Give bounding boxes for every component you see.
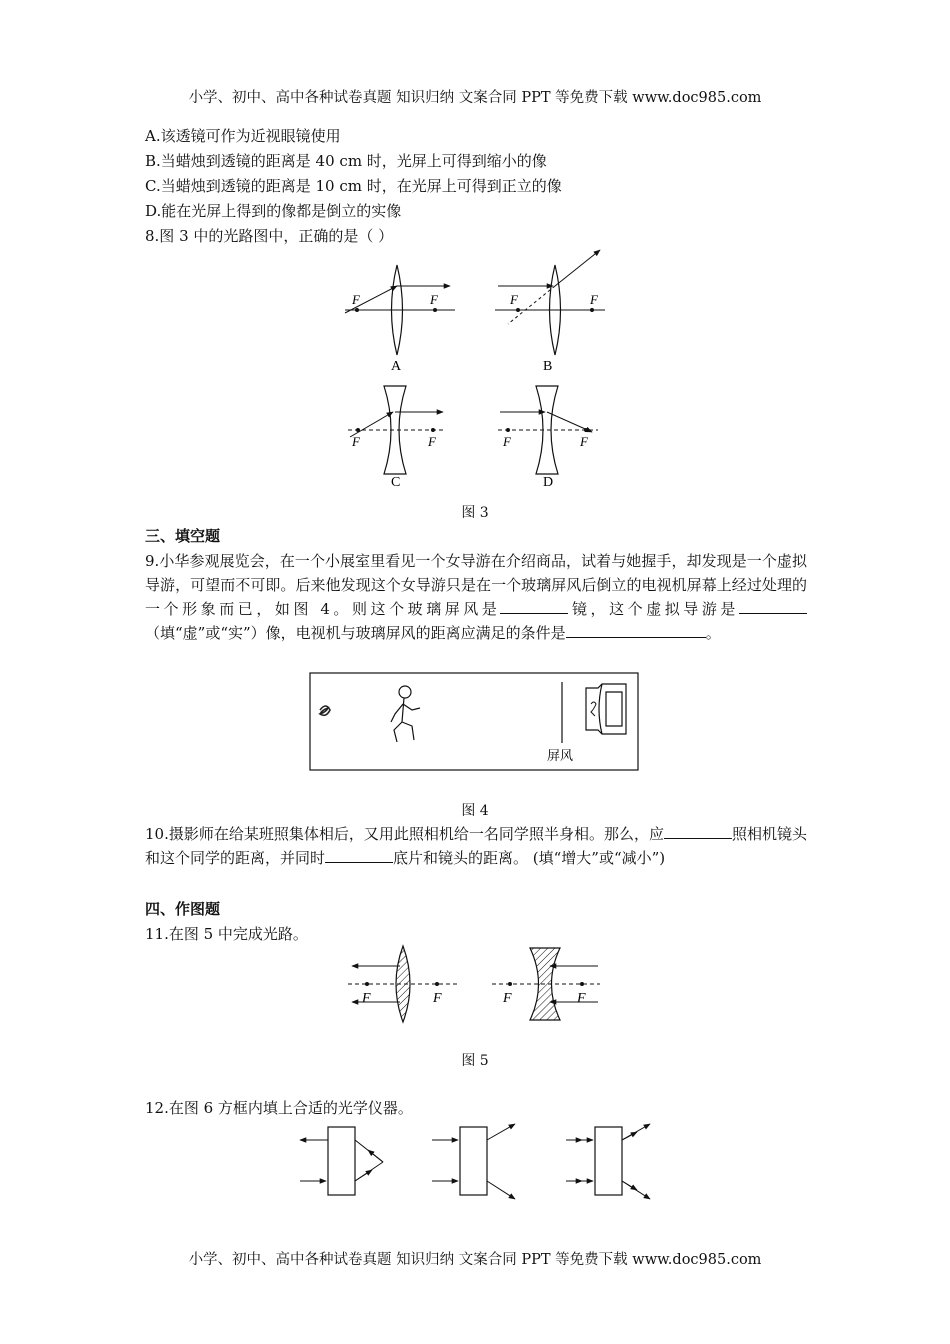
q9-text-2: 镜，这个虚拟导游是: [568, 600, 739, 618]
instrument-box-3[interactable]: [595, 1127, 622, 1195]
page-header: 小学、初中、高中各种试卷真题 知识归纳 文案合同 PPT 等免费下载 www.doc985.com: [188, 90, 762, 106]
tv-icon: [586, 684, 626, 734]
instrument-box-1[interactable]: [328, 1127, 355, 1195]
panel-label-d: D: [543, 475, 554, 490]
fig6-box-3: [566, 1124, 650, 1199]
panel-label-b: B: [543, 359, 553, 374]
q8-stem: 8.图 3 中的光路图中，正确的是（ ）: [145, 227, 394, 245]
q12-stem: 12.在图 6 方框内填上合适的光学仪器。: [145, 1099, 413, 1117]
q10-text-3: 底片和镜头的距离。 (填“增大”或“减小”): [393, 849, 666, 867]
figure-5: [0, 944, 950, 1024]
fig5-concave-lens-diagram: [492, 948, 600, 1020]
q9-blank-1[interactable]: [500, 599, 568, 614]
q9-text-1: 9.小华参观展览会，在一个小展室里看见一个女导游在介绍商品，试着与她握手，却发现是一个虚拟导游，可望而不可即。后来他发现这个女导游只是在一个玻璃屏风后倒立的电视机屏幕上经过处理的一个形象而已，如图 4。则这个玻璃屏风是: [145, 552, 807, 618]
focus-label: F: [503, 991, 512, 1006]
focus-label: F: [428, 434, 436, 449]
figure-4: [0, 670, 950, 780]
fig3-panel-c: [348, 386, 445, 490]
fig3-panel-d: [498, 386, 598, 490]
section-4-heading: 四、作图题: [145, 900, 221, 918]
focus-label: F: [580, 434, 588, 449]
focus-label: F: [430, 292, 438, 307]
focus-label: F: [590, 292, 598, 307]
fig6-box-1: [300, 1127, 383, 1195]
figure-4-caption: 图 4: [461, 803, 489, 819]
screen-label: 屏风: [547, 749, 574, 764]
section-3-heading: 三、填空题: [145, 527, 221, 545]
figure-5-caption: 图 5: [461, 1053, 489, 1069]
q10-blank-2[interactable]: [325, 848, 393, 863]
q7-option-b: B.当蜡烛到透镜的距离是 40 cm 时，光屏上可得到缩小的像: [145, 152, 547, 170]
q9-text-3: （填“虚”或“实”）像，电视机与玻璃屏风的距离应满足的条件是: [145, 624, 566, 642]
q7-option-a: A.该透镜可作为近视眼镜使用: [145, 127, 341, 145]
figure-6: [0, 1122, 950, 1202]
q9-text: [145, 549, 807, 645]
q10-text-1: 10.摄影师在给某班照集体相后，又用此照相机给一名同学照半身相。那么，应: [145, 825, 664, 843]
q10-blank-1[interactable]: [664, 824, 732, 839]
fig3-panel-b: [495, 250, 605, 374]
instrument-box-2[interactable]: [460, 1127, 487, 1195]
q10-text: [145, 822, 807, 870]
focus-label: F: [352, 292, 360, 307]
virtual-guide-figure: [391, 686, 420, 742]
q9-text-4: 。: [705, 624, 721, 642]
q10-text-2: 照相机镜头和这个同学的距离，并同时: [145, 825, 807, 867]
fig5-convex-lens-diagram: [348, 946, 460, 1022]
q7-option-c: C.当蜡烛到透镜的距离是 10 cm 时，在光屏上可得到正立的像: [145, 177, 562, 195]
q9-blank-3[interactable]: [566, 623, 706, 638]
q11-stem: 11.在图 5 中完成光路。: [145, 925, 308, 943]
focus-label: F: [352, 434, 360, 449]
focus-label: F: [433, 991, 442, 1006]
q9-blank-2[interactable]: [739, 599, 807, 614]
focus-label: F: [510, 292, 518, 307]
figure-3: [0, 240, 950, 500]
figure-3-caption: 图 3: [461, 505, 489, 521]
page-footer: 小学、初中、高中各种试卷真题 知识归纳 文案合同 PPT 等免费下载 www.doc985.com: [188, 1252, 762, 1268]
viewer-icon: [320, 706, 330, 715]
fig3-panel-a: [345, 265, 455, 374]
q7-option-d: D.能在光屏上得到的像都是倒立的实像: [145, 202, 402, 220]
panel-label-c: C: [391, 475, 401, 490]
focus-label: F: [362, 991, 371, 1006]
focus-label: F: [577, 991, 586, 1006]
panel-label-a: A: [391, 359, 402, 374]
focus-label: F: [503, 434, 511, 449]
fig6-box-2: [432, 1124, 515, 1199]
